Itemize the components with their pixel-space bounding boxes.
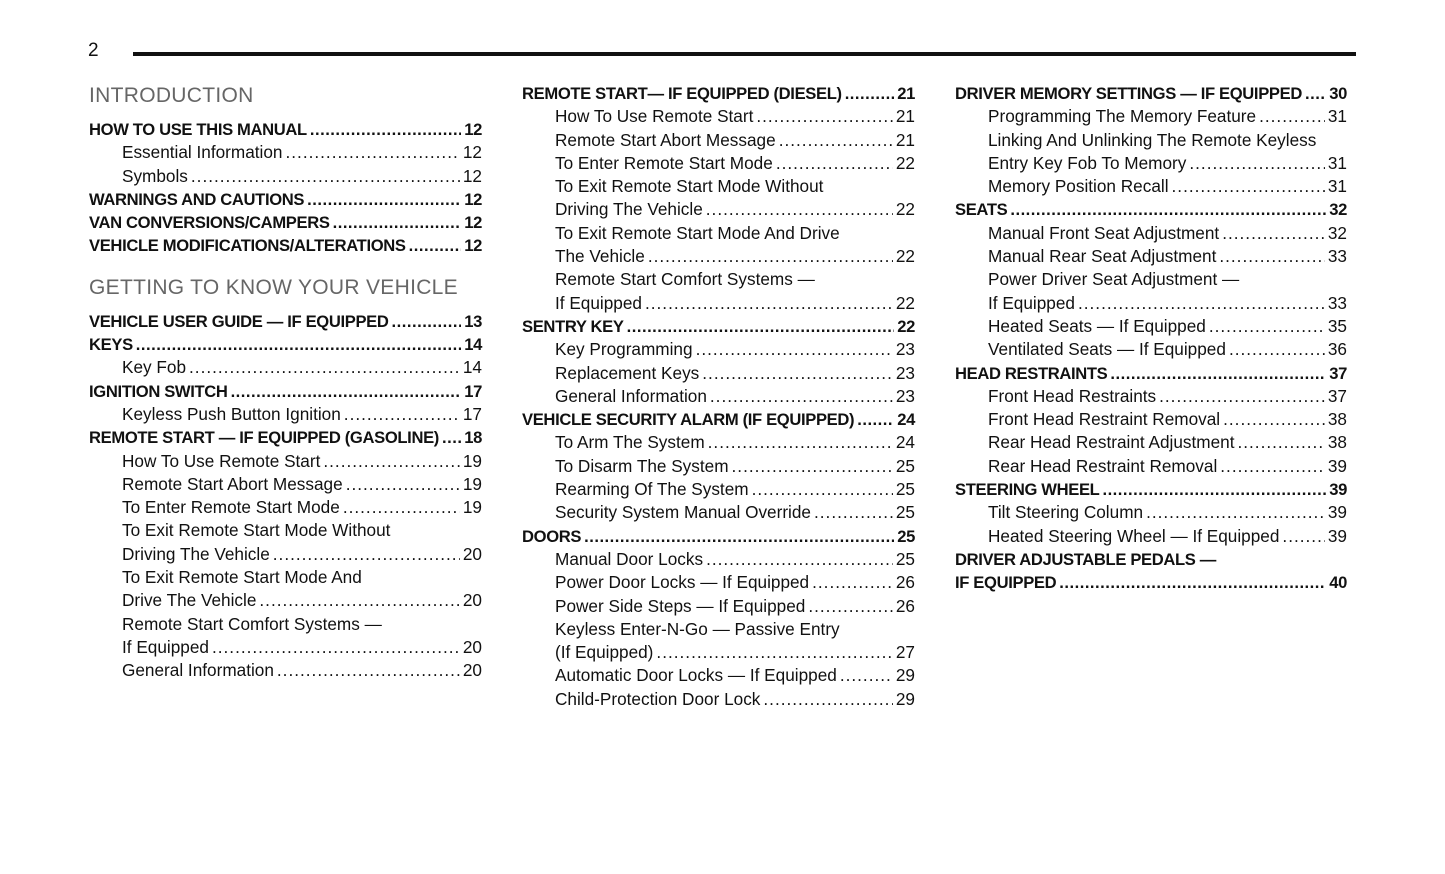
header-rule [133, 52, 1356, 56]
section-heading: GETTING TO KNOW YOUR VEHICLE [89, 275, 458, 299]
toc-main-entry[interactable] [955, 478, 1347, 501]
toc-sub-entry[interactable] [522, 688, 915, 711]
toc-entry-title: VEHICLE USER GUIDE — IF EQUIPPED [89, 311, 389, 331]
toc-page-number: 25 [895, 502, 915, 523]
toc-page-number: 25 [897, 526, 915, 546]
dot-leader [845, 82, 895, 105]
toc-page-number: 12 [464, 120, 482, 139]
toc-entry-title: (If Equipped) [555, 642, 654, 663]
toc-main-entry[interactable] [89, 310, 482, 333]
toc-entry-title: How To Use Remote Start [122, 450, 321, 471]
toc-entry-title: How To Use Remote Start [555, 106, 754, 127]
toc-sub-entry[interactable] [89, 356, 482, 379]
toc-entry-title: To Exit Remote Start Mode And [122, 567, 362, 588]
toc-entry-title: Keyless Push Button Ignition [122, 403, 341, 424]
toc-page-number: 22 [895, 292, 915, 313]
toc-entry-title: Remote Start Comfort Systems — [122, 613, 382, 634]
toc-entry-title: Power Door Locks — If Equipped [555, 572, 810, 593]
toc-entry-title: To Enter Remote Start Mode [555, 152, 773, 173]
dot-leader [776, 152, 893, 175]
toc-entry-title: SENTRY KEY [522, 316, 624, 336]
toc-sub-entry[interactable] [955, 315, 1347, 338]
dot-leader [333, 211, 462, 234]
toc-main-entry[interactable] [955, 82, 1347, 105]
toc-entry-title: Linking And Unlinking The Remote Keyless [988, 129, 1317, 150]
toc-sub-entry [955, 129, 1347, 152]
dot-leader [1222, 222, 1325, 245]
toc-sub-entry[interactable] [89, 473, 482, 496]
toc-page-number: 39 [1329, 480, 1347, 500]
toc-entry-title: Manual Door Locks [555, 548, 704, 569]
toc-sub-entry [89, 613, 482, 636]
toc-page-number: 20 [462, 660, 482, 681]
toc-sub-entry[interactable] [522, 641, 915, 664]
toc-entry-title: To Arm The System [555, 432, 705, 453]
toc-entry-title: If Equipped [988, 292, 1075, 313]
dot-leader [1220, 455, 1325, 478]
toc-entry-title: Essential Information [122, 142, 283, 163]
dot-leader [1110, 362, 1326, 385]
dot-leader [1305, 82, 1326, 105]
toc-page-number: 22 [895, 199, 915, 220]
dot-leader [136, 333, 461, 356]
toc-page-number: 12 [464, 189, 482, 209]
toc-entry-title: Power Driver Seat Adjustment — [988, 269, 1240, 290]
toc-page-number: 14 [462, 357, 482, 378]
toc-main-entry [955, 548, 1347, 571]
toc-entry-title: Drive The Vehicle [122, 590, 257, 611]
toc-page-number: 18 [464, 428, 482, 448]
toc-sub-entry[interactable] [89, 543, 482, 566]
toc-page-number: 21 [895, 106, 915, 127]
dot-leader [442, 426, 461, 449]
dot-leader [627, 315, 895, 338]
toc-page-number: 29 [895, 688, 915, 709]
dot-leader [310, 118, 461, 141]
toc-column-2 [522, 82, 915, 711]
toc-entry-title: VEHICLE SECURITY ALARM (IF EQUIPPED) [522, 410, 855, 430]
toc-sub-entry[interactable] [522, 152, 915, 175]
toc-entry-title: To Exit Remote Start Mode Without [122, 520, 391, 541]
toc-sub-entry[interactable] [89, 403, 482, 426]
dot-leader [286, 141, 460, 164]
dot-leader [840, 664, 893, 687]
toc-main-entry[interactable] [955, 198, 1347, 221]
toc-sub-entry[interactable] [955, 338, 1347, 361]
toc-page-number: 25 [895, 455, 915, 476]
toc-entry-title: WARNINGS AND CAUTIONS [89, 189, 305, 209]
toc-page-number: 37 [1329, 363, 1347, 383]
toc-sub-entry[interactable] [955, 175, 1347, 198]
dot-leader [708, 431, 893, 454]
dot-leader [1010, 198, 1326, 221]
toc-entry-title: Key Fob [122, 357, 187, 378]
dot-leader [323, 450, 460, 473]
toc-page-number: 14 [464, 335, 482, 355]
dot-leader [1189, 152, 1325, 175]
toc-page-number: 17 [462, 403, 482, 424]
toc-entry-title: Driving The Vehicle [122, 543, 270, 564]
dot-leader [1059, 571, 1326, 594]
toc-page-number: 33 [1327, 246, 1347, 267]
toc-page-number: 26 [895, 595, 915, 616]
toc-entry-title: Remote Start Comfort Systems — [555, 269, 815, 290]
toc-entry-title: Key Programming [555, 339, 693, 360]
dot-leader [763, 688, 892, 711]
dot-leader [1078, 292, 1325, 315]
toc-page-number: 31 [1327, 176, 1347, 197]
toc-entry-title: Symbols [122, 165, 188, 186]
toc-main-entry[interactable] [89, 211, 482, 234]
dot-leader [706, 198, 893, 221]
dot-leader [706, 548, 893, 571]
toc-entry-title: Programming The Memory Feature [988, 106, 1257, 127]
toc-sub-entry[interactable] [955, 408, 1347, 431]
toc-sub-entry[interactable] [955, 245, 1347, 268]
toc-entry-title: General Information [122, 660, 274, 681]
toc-page-number: 23 [895, 362, 915, 383]
toc-page-number: 33 [1327, 292, 1347, 313]
toc-page-number: 32 [1329, 200, 1347, 220]
toc-sub-entry[interactable] [522, 455, 915, 478]
dot-leader [1223, 408, 1325, 431]
toc-entry-title: Power Side Steps — If Equipped [555, 595, 806, 616]
dot-leader [1172, 175, 1325, 198]
dot-leader [277, 659, 460, 682]
toc-sub-entry[interactable] [955, 105, 1347, 128]
dot-leader [752, 478, 893, 501]
dot-leader [212, 636, 460, 659]
dot-leader [656, 641, 892, 664]
toc-entry-title: To Exit Remote Start Mode And Drive [555, 222, 840, 243]
dot-leader [273, 543, 460, 566]
toc-sub-entry[interactable] [955, 455, 1347, 478]
dot-leader [259, 589, 459, 612]
toc-entry-title: Remote Start Abort Message [122, 473, 343, 494]
toc-entry-title: Manual Front Seat Adjustment [988, 222, 1220, 243]
toc-sub-entry[interactable] [89, 165, 482, 188]
toc-page-number: 22 [895, 246, 915, 267]
toc-entry-title: IGNITION SWITCH [89, 381, 228, 401]
dot-leader [344, 403, 460, 426]
toc-page-number: 19 [462, 497, 482, 518]
toc-entry-title: Heated Steering Wheel — If Equipped [988, 525, 1280, 546]
toc-page-number: 12 [462, 165, 482, 186]
toc-entry-title: Child-Protection Door Lock [555, 688, 761, 709]
toc-main-entry[interactable] [522, 315, 915, 338]
toc-sub-entry[interactable] [522, 385, 915, 408]
toc-main-entry[interactable] [955, 571, 1347, 594]
toc-entry-title: Rearming Of The System [555, 479, 749, 500]
toc-sub-entry[interactable] [955, 385, 1347, 408]
toc-page-number: 36 [1327, 339, 1347, 360]
toc-sub-entry[interactable] [522, 548, 915, 571]
toc-entry-title: To Exit Remote Start Mode Without [555, 176, 824, 197]
toc-page-number: 31 [1327, 106, 1347, 127]
toc-page-number: 17 [464, 381, 482, 401]
toc-entry-title: Remote Start Abort Message [555, 129, 776, 150]
toc-main-entry[interactable] [955, 362, 1347, 385]
toc-page-number: 20 [462, 636, 482, 657]
toc-sub-entry[interactable] [89, 636, 482, 659]
toc-entry-title: STEERING WHEEL [955, 480, 1100, 500]
toc-entry-title: DRIVER ADJUSTABLE PEDALS — [955, 549, 1217, 569]
toc-page-number: 24 [897, 410, 915, 430]
toc-sub-entry[interactable] [522, 338, 915, 361]
toc-page-number: 40 [1329, 573, 1347, 593]
toc-sub-entry [955, 268, 1347, 291]
toc-main-entry[interactable] [89, 118, 482, 141]
dot-leader [814, 501, 893, 524]
toc-entry-title: If Equipped [555, 292, 642, 313]
dot-leader [702, 362, 893, 385]
toc-sub-entry [89, 519, 482, 542]
toc-entry-title: Security System Manual Override [555, 502, 811, 523]
toc-page-number: 23 [895, 385, 915, 406]
toc-sub-entry [522, 222, 915, 245]
toc-sub-entry[interactable] [522, 362, 915, 385]
toc-entry-title: Rear Head Restraint Removal [988, 455, 1218, 476]
section-heading: INTRODUCTION [89, 84, 254, 107]
toc-page-number: 12 [464, 213, 482, 233]
toc-entry-title: DRIVER MEMORY SETTINGS — IF EQUIPPED [955, 84, 1302, 103]
toc-page-number: 25 [895, 479, 915, 500]
toc-entry-title: REMOTE START — IF EQUIPPED (GASOLINE) [89, 428, 439, 448]
toc-page-number: 38 [1327, 409, 1347, 430]
toc-sub-entry[interactable] [522, 105, 915, 128]
toc-main-entry[interactable] [89, 333, 482, 356]
dot-leader [1237, 431, 1324, 454]
dot-leader [808, 595, 893, 618]
toc-page-number: 20 [462, 590, 482, 611]
toc-page-number: 20 [462, 543, 482, 564]
toc-sub-entry [522, 618, 915, 641]
toc-sub-entry[interactable] [522, 245, 915, 268]
toc-sub-entry[interactable] [522, 198, 915, 221]
toc-page-number: 31 [1327, 152, 1347, 173]
dot-leader [696, 338, 893, 361]
toc-sub-entry[interactable] [522, 292, 915, 315]
toc-entry-title: To Enter Remote Start Mode [122, 497, 340, 518]
dot-leader [779, 129, 893, 152]
dot-leader [1209, 315, 1325, 338]
toc-entry-title: Front Head Restraints [988, 385, 1157, 406]
toc-entry-title: General Information [555, 385, 707, 406]
toc-sub-entry [522, 268, 915, 291]
toc-page-number: 23 [895, 339, 915, 360]
toc-main-entry[interactable] [522, 408, 915, 431]
toc-sub-entry[interactable] [522, 664, 915, 687]
toc-sub-entry[interactable] [955, 152, 1347, 175]
toc-entry-title: HOW TO USE THIS MANUAL [89, 120, 307, 139]
toc-page-number: 24 [895, 432, 915, 453]
toc-page-number: 21 [897, 84, 915, 103]
toc-entry-title: IF EQUIPPED [955, 573, 1057, 593]
toc-entry-title: Tilt Steering Column [988, 502, 1144, 523]
toc-page-number: 22 [897, 316, 915, 336]
toc-page-number: 12 [462, 142, 482, 163]
dot-leader [1259, 105, 1325, 128]
toc-page-number: 12 [464, 236, 482, 256]
toc-sub-entry[interactable] [89, 496, 482, 519]
dot-leader [1159, 385, 1325, 408]
dot-leader [307, 188, 461, 211]
dot-leader [392, 310, 462, 333]
toc-sub-entry[interactable] [522, 595, 915, 618]
dot-leader [648, 245, 893, 268]
toc-entry-title: SEATS [955, 200, 1008, 220]
toc-main-entry[interactable] [522, 525, 915, 548]
dot-leader [756, 105, 893, 128]
toc-page-number: 30 [1329, 84, 1347, 103]
toc-entry-title: Entry Key Fob To Memory [988, 152, 1187, 173]
toc-entry-title: Ventilated Seats — If Equipped [988, 339, 1226, 360]
toc-entry-title: VAN CONVERSIONS/CAMPERS [89, 213, 330, 233]
toc-page-number: 22 [895, 152, 915, 173]
toc-page-number: 39 [1327, 502, 1347, 523]
toc-sub-entry[interactable] [522, 501, 915, 524]
dot-leader [857, 408, 894, 431]
toc-entry-title: Manual Rear Seat Adjustment [988, 246, 1217, 267]
toc-sub-entry[interactable] [955, 501, 1347, 524]
toc-main-entry[interactable] [89, 188, 482, 211]
toc-column-1 [89, 82, 482, 683]
toc-entry-title: HEAD RESTRAINTS [955, 363, 1108, 383]
dot-leader [645, 292, 893, 315]
toc-entry-title: Heated Seats — If Equipped [988, 315, 1206, 336]
toc-main-entry[interactable] [522, 82, 915, 105]
toc-sub-entry [522, 175, 915, 198]
toc-entry-title: KEYS [89, 335, 133, 355]
toc-entry-title: Rear Head Restraint Adjustment [988, 432, 1235, 453]
dot-leader [710, 385, 893, 408]
toc-sub-entry[interactable] [522, 478, 915, 501]
dot-leader [1219, 245, 1325, 268]
toc-main-entry[interactable] [89, 380, 482, 403]
toc-sub-entry[interactable] [89, 589, 482, 612]
toc-page-number: 13 [464, 311, 482, 331]
toc-entry-title: Driving The Vehicle [555, 199, 703, 220]
dot-leader [189, 356, 460, 379]
dot-leader [1146, 501, 1325, 524]
toc-entry-title: Replacement Keys [555, 362, 700, 383]
toc-entry-title: VEHICLE MODIFICATIONS/ALTERATIONS [89, 236, 406, 256]
toc-entry-title: DOORS [522, 526, 582, 546]
toc-main-entry[interactable] [89, 426, 482, 449]
toc-sub-entry[interactable] [522, 129, 915, 152]
toc-main-entry[interactable] [89, 234, 482, 257]
toc-sub-entry[interactable] [89, 450, 482, 473]
toc-page-number: 21 [895, 129, 915, 150]
toc-sub-entry[interactable] [522, 571, 915, 594]
toc-page-number: 35 [1327, 315, 1347, 336]
dot-leader [409, 234, 462, 257]
toc-sub-entry[interactable] [522, 431, 915, 454]
toc-page-number: 29 [895, 665, 915, 686]
toc-sub-entry[interactable] [955, 431, 1347, 454]
toc-page-number: 19 [462, 473, 482, 494]
page-number: 2 [88, 40, 99, 61]
dot-leader [1102, 478, 1326, 501]
toc-sub-entry[interactable] [89, 141, 482, 164]
dot-leader [1229, 338, 1325, 361]
toc-column-3 [955, 82, 1347, 595]
toc-entry-title: If Equipped [122, 636, 209, 657]
toc-sub-entry[interactable] [955, 292, 1347, 315]
toc-entry-title: REMOTE START— IF EQUIPPED (DIESEL) [522, 84, 842, 103]
dot-leader [231, 380, 462, 403]
toc-sub-entry[interactable] [955, 222, 1347, 245]
toc-page-number: 38 [1327, 432, 1347, 453]
dot-leader [343, 496, 460, 519]
toc-entry-title: Front Head Restraint Removal [988, 409, 1221, 430]
toc-entry-title: To Disarm The System [555, 455, 729, 476]
toc-page-number: 25 [895, 548, 915, 569]
toc-page-number: 26 [895, 572, 915, 593]
toc-page-number: 39 [1327, 455, 1347, 476]
toc-entry-title: Keyless Enter-N-Go — Passive Entry [555, 618, 840, 639]
toc-entry-title: Memory Position Recall [988, 176, 1169, 197]
dot-leader [812, 571, 893, 594]
dot-leader [346, 473, 460, 496]
toc-sub-entry[interactable] [89, 659, 482, 682]
toc-page-number: 32 [1327, 222, 1347, 243]
dot-leader [584, 525, 894, 548]
toc-page-number: 37 [1327, 385, 1347, 406]
toc-sub-entry[interactable] [955, 525, 1347, 548]
toc-sub-entry [89, 566, 482, 589]
toc-page-number: 19 [462, 450, 482, 471]
dot-leader [191, 165, 460, 188]
toc-page-number: 39 [1327, 525, 1347, 546]
toc-page-number: 27 [895, 642, 915, 663]
dot-leader [732, 455, 893, 478]
dot-leader [1282, 525, 1324, 548]
toc-entry-title: Automatic Door Locks — If Equipped [555, 665, 837, 686]
toc-entry-title: The Vehicle [555, 246, 645, 267]
